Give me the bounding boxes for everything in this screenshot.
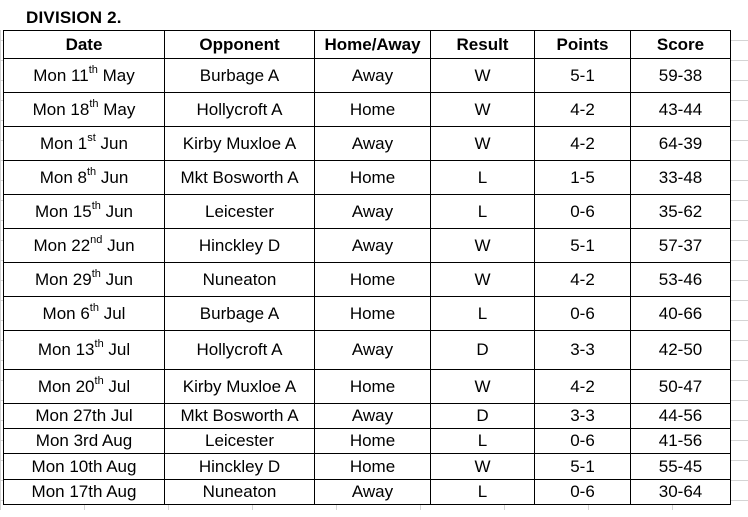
cell-opponent[interactable]: Burbage A xyxy=(165,297,315,331)
cell-points[interactable]: 0-6 xyxy=(535,480,631,505)
cell-home-away[interactable]: Away xyxy=(315,404,431,429)
date-ordinal: th xyxy=(88,63,98,76)
cell-date[interactable] xyxy=(4,263,165,297)
cell-opponent[interactable]: Hollycroft A xyxy=(165,331,315,370)
header-result[interactable]: Result xyxy=(431,31,535,59)
cell-score[interactable]: 50-47 xyxy=(631,370,731,404)
header-home-away[interactable]: Home/Away xyxy=(315,31,431,59)
cell-date[interactable] xyxy=(4,331,165,370)
header-date[interactable]: Date xyxy=(4,31,165,59)
date-text: Mon 18 xyxy=(32,99,90,119)
cell-home-away[interactable]: Away xyxy=(315,229,431,263)
cell-opponent[interactable]: Leicester xyxy=(165,429,315,454)
cell-opponent[interactable]: Leicester xyxy=(165,195,315,229)
cell-score[interactable]: 30-64 xyxy=(631,480,731,505)
date-text: Mon 11 xyxy=(33,65,89,85)
cell-date[interactable] xyxy=(4,59,165,93)
cell-points[interactable]: 0-6 xyxy=(535,297,631,331)
date-text: Mon 29 xyxy=(34,269,92,289)
cell-score[interactable]: 40-66 xyxy=(631,297,731,331)
cell-opponent[interactable]: Kirby Muxloe A xyxy=(165,370,315,404)
cell-points[interactable]: 3-3 xyxy=(535,331,631,370)
date-ordinal: th xyxy=(86,165,97,178)
date-month: Jun xyxy=(100,269,134,289)
date-ordinal: nd xyxy=(90,233,103,246)
cell-score[interactable]: 42-50 xyxy=(631,331,731,370)
cell-date[interactable] xyxy=(4,93,165,127)
title-cell[interactable] xyxy=(0,0,748,30)
cell-home-away[interactable]: Home xyxy=(315,429,431,454)
table-row xyxy=(4,429,731,454)
table-row xyxy=(4,454,731,480)
cell-home-away[interactable]: Away xyxy=(315,195,431,229)
cell-score[interactable]: 57-37 xyxy=(631,229,731,263)
date-text: Mon 13 xyxy=(37,340,95,359)
date-ordinal: th xyxy=(94,374,104,387)
date-ordinal: th xyxy=(89,97,99,110)
cell-opponent[interactable]: Burbage A xyxy=(165,59,315,93)
cell-result[interactable]: L xyxy=(431,429,535,454)
table-row xyxy=(4,59,731,93)
date-month: Jun xyxy=(96,167,129,187)
cell-result[interactable]: W xyxy=(431,263,535,297)
cell-points[interactable]: 4-2 xyxy=(535,370,631,404)
header-row xyxy=(4,31,731,59)
cell-score[interactable]: 35-62 xyxy=(631,195,731,229)
cell-date[interactable] xyxy=(4,127,165,161)
cell-home-away[interactable]: Home xyxy=(315,263,431,297)
cell-points[interactable]: 3-3 xyxy=(535,404,631,429)
cell-score[interactable]: 43-44 xyxy=(631,93,731,127)
cell-date[interactable] xyxy=(4,229,165,263)
cell-points[interactable]: 4-2 xyxy=(535,263,631,297)
cell-date[interactable] xyxy=(4,404,165,429)
table-row xyxy=(4,93,731,127)
cell-home-away[interactable]: Home xyxy=(315,297,431,331)
cell-home-away[interactable]: Home xyxy=(315,370,431,404)
table-row xyxy=(4,404,731,429)
sheet-bottom xyxy=(0,510,748,517)
cell-result[interactable]: W xyxy=(431,370,535,404)
cell-opponent[interactable]: Hinckley D xyxy=(165,454,315,480)
date-text: Mon 1 xyxy=(40,133,88,153)
cell-points[interactable]: 5-1 xyxy=(535,229,631,263)
cell-date[interactable] xyxy=(4,297,165,331)
cell-result[interactable]: D xyxy=(431,331,535,370)
cell-result[interactable]: L xyxy=(431,297,535,331)
date-month: May xyxy=(97,65,135,85)
cell-home-away[interactable]: Home xyxy=(315,93,431,127)
cell-result[interactable]: W xyxy=(431,454,535,480)
cell-date[interactable] xyxy=(4,454,165,480)
division-title: DIVISION 2. xyxy=(26,8,122,27)
cell-opponent[interactable]: Mkt Bosworth A xyxy=(165,404,315,429)
cell-date[interactable] xyxy=(4,370,165,404)
date-ordinal: th xyxy=(89,301,99,314)
header-opponent[interactable]: Opponent xyxy=(165,31,315,59)
cell-date[interactable] xyxy=(4,480,165,505)
table-row xyxy=(4,161,731,195)
cell-date[interactable] xyxy=(4,195,165,229)
cell-opponent[interactable]: Nuneaton xyxy=(165,263,315,297)
cell-points[interactable]: 1-5 xyxy=(535,161,631,195)
cell-score[interactable]: 59-38 xyxy=(631,59,731,93)
table-row xyxy=(4,370,731,404)
date-month: Jun xyxy=(95,133,128,153)
cell-result[interactable]: L xyxy=(431,161,535,195)
table-row xyxy=(4,127,731,161)
date-text: Mon 22 xyxy=(33,235,91,255)
cell-score[interactable]: 55-45 xyxy=(631,454,731,480)
cell-score[interactable]: 53-46 xyxy=(631,263,731,297)
date-month: Jul xyxy=(98,303,126,323)
header-score[interactable]: Score xyxy=(631,31,731,59)
cell-points[interactable]: 4-2 xyxy=(535,127,631,161)
date-text: Mon 20 xyxy=(37,376,95,396)
cell-score[interactable]: 44-56 xyxy=(631,404,731,429)
date-text: Mon 17th Aug xyxy=(31,482,137,501)
date-text: Mon 8 xyxy=(39,167,87,187)
date-month: Jun xyxy=(100,201,134,221)
cell-result[interactable]: D xyxy=(431,404,535,429)
date-month: May xyxy=(98,99,136,119)
cell-opponent[interactable]: Mkt Bosworth A xyxy=(165,161,315,195)
table-row xyxy=(4,297,731,331)
date-text: Mon 6 xyxy=(42,303,90,323)
cell-score[interactable]: 41-56 xyxy=(631,429,731,454)
cell-home-away[interactable]: Home xyxy=(315,161,431,195)
cell-result[interactable]: L xyxy=(431,480,535,505)
results-body xyxy=(4,59,731,505)
date-month: Jul xyxy=(103,340,131,359)
cell-points[interactable]: 5-1 xyxy=(535,454,631,480)
table-row xyxy=(4,331,731,370)
date-text: Mon 10th Aug xyxy=(31,456,137,476)
cell-result[interactable]: W xyxy=(431,93,535,127)
cell-date[interactable] xyxy=(4,429,165,454)
cell-points[interactable]: 4-2 xyxy=(535,93,631,127)
header-points[interactable]: Points xyxy=(535,31,631,59)
cell-score[interactable]: 64-39 xyxy=(631,127,731,161)
cell-home-away[interactable]: Away xyxy=(315,59,431,93)
date-month: Jun xyxy=(102,235,135,255)
cell-opponent[interactable]: Hollycroft A xyxy=(165,93,315,127)
table-row xyxy=(4,195,731,229)
cell-date[interactable] xyxy=(4,161,165,195)
cell-points[interactable]: 0-6 xyxy=(535,429,631,454)
date-text: Mon 3rd Aug xyxy=(35,431,133,450)
table-row xyxy=(4,480,731,505)
cell-points[interactable]: 5-1 xyxy=(535,59,631,93)
date-text: Mon 27th Jul xyxy=(35,406,133,425)
date-text: Mon 15 xyxy=(34,201,92,221)
table-row xyxy=(4,229,731,263)
date-ordinal: th xyxy=(91,199,101,212)
cell-opponent[interactable]: Hinckley D xyxy=(165,229,315,263)
cell-points[interactable]: 0-6 xyxy=(535,195,631,229)
cell-home-away[interactable]: Away xyxy=(315,480,431,505)
table-row xyxy=(4,263,731,297)
cell-home-away[interactable]: Away xyxy=(315,127,431,161)
date-ordinal: th xyxy=(94,338,104,350)
cell-result[interactable]: W xyxy=(431,229,535,263)
date-ordinal: st xyxy=(87,131,96,144)
date-month: Jul xyxy=(103,376,131,396)
cell-opponent[interactable]: Nuneaton xyxy=(165,480,315,505)
cell-score[interactable]: 33-48 xyxy=(631,161,731,195)
cell-home-away[interactable]: Home xyxy=(315,454,431,480)
results-table xyxy=(3,30,731,505)
cell-home-away[interactable]: Away xyxy=(315,331,431,370)
cell-opponent[interactable]: Kirby Muxloe A xyxy=(165,127,315,161)
cell-result[interactable]: W xyxy=(431,59,535,93)
cell-result[interactable]: W xyxy=(431,127,535,161)
date-ordinal: th xyxy=(91,267,101,280)
cell-result[interactable]: L xyxy=(431,195,535,229)
